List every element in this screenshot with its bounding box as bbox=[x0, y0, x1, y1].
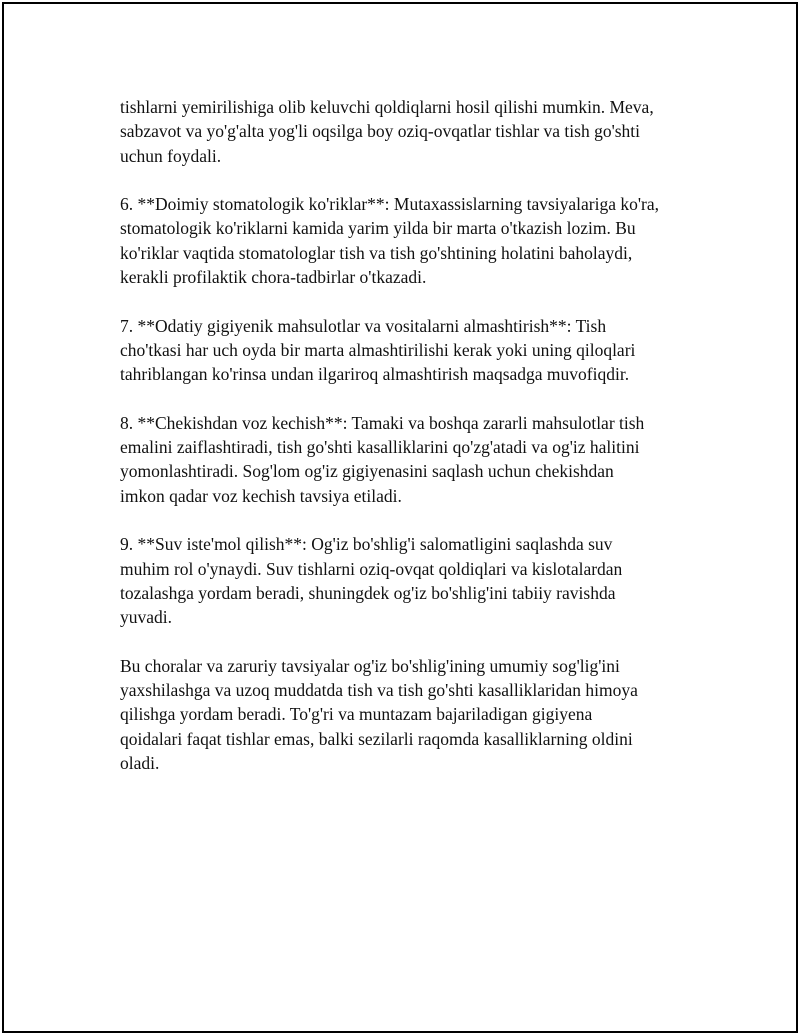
text-line: sabzavot va yo'g'alta yog'li oqsilga boy oziq-ovqatlar tishlar va tish go'shti bbox=[120, 121, 641, 142]
text-line: 9. **Suv iste'mol qilish**: Og'iz bo'shlig'i salomatligini saqlashda suv bbox=[120, 534, 613, 555]
text-line: Bu choralar va zaruriy tavsiyalar og'iz bo'shlig'ining umumiy sog'lig'ini bbox=[120, 655, 620, 676]
document-body bbox=[120, 95, 700, 775]
text-line: kerakli profilaktik chora-tadbirlar o'tkazadi. bbox=[120, 267, 427, 288]
text-line: yuvadi. bbox=[120, 607, 173, 628]
text-line: cho'tkasi har uch oyda bir marta almashtirilishi kerak yoki uning qiloqlari bbox=[120, 339, 636, 360]
text-line: 8. **Chekishdan voz kechish**: Tamaki va boshqa zararli mahsulotlar tish bbox=[120, 412, 645, 433]
text-line: muhim rol o'ynaydi. Suv tishlarni oziq-ovqat qoldiqlari va kislotalardan bbox=[120, 558, 623, 579]
paragraph-item-8 bbox=[120, 411, 700, 508]
text-line: yomonlashtiradi. Sog'lom og'iz gigiyenasini saqlash uchun chekishdan bbox=[120, 461, 614, 482]
paragraph-item-7 bbox=[120, 314, 700, 387]
document-page bbox=[2, 2, 798, 1033]
paragraph-item-9 bbox=[120, 532, 700, 629]
text-line: ko'riklar vaqtida stomatologlar tish va tish go'shtining holatini baholaydi, bbox=[120, 242, 633, 263]
text-line: tishlarni yemirilishiga olib keluvchi qoldiqlarni hosil qilishi mumkin. Meva, bbox=[120, 97, 654, 117]
text-line: emalini zaiflashtiradi, tish go'shti kasalliklarini qo'zg'atadi va og'iz halitini bbox=[120, 437, 640, 458]
text-line: uchun foydali. bbox=[120, 145, 222, 166]
text-line: stomatologik ko'riklarni kamida yarim yilda bir marta o'tkazish lozim. Bu bbox=[120, 218, 636, 239]
text-line: tozalashga yordam beradi, shuningdek og'iz bo'shlig'ini tabiiy ravishda bbox=[120, 582, 616, 603]
text-line: oladi. bbox=[120, 753, 160, 774]
paragraph-item-6 bbox=[120, 192, 700, 289]
text-line: imkon qadar voz kechish tavsiya etiladi. bbox=[120, 485, 402, 506]
paragraph-conclusion bbox=[120, 654, 700, 775]
paragraph-intro-continuation bbox=[120, 95, 700, 168]
text-line: yaxshilashga va uzoq muddatda tish va tish go'shti kasalliklaridan himoya bbox=[120, 680, 638, 701]
text-line: qilishga yordam beradi. To'g'ri va muntazam bajariladigan gigiyena bbox=[120, 704, 593, 725]
text-line: 7. **Odatiy gigiyenik mahsulotlar va vositalarni almashtirish**: Tish bbox=[120, 315, 607, 336]
text-line: 6. **Doimiy stomatologik ko'riklar**: Mutaxassislarning tavsiyalariga ko'ra, bbox=[120, 194, 659, 215]
text-line: qoidalari faqat tishlar emas, balki sezilarli raqomda kasalliklarning oldini bbox=[120, 728, 633, 749]
text-line: tahriblangan ko'rinsa undan ilgariroq almashtirish maqsadga muvofiqdir. bbox=[120, 364, 630, 385]
